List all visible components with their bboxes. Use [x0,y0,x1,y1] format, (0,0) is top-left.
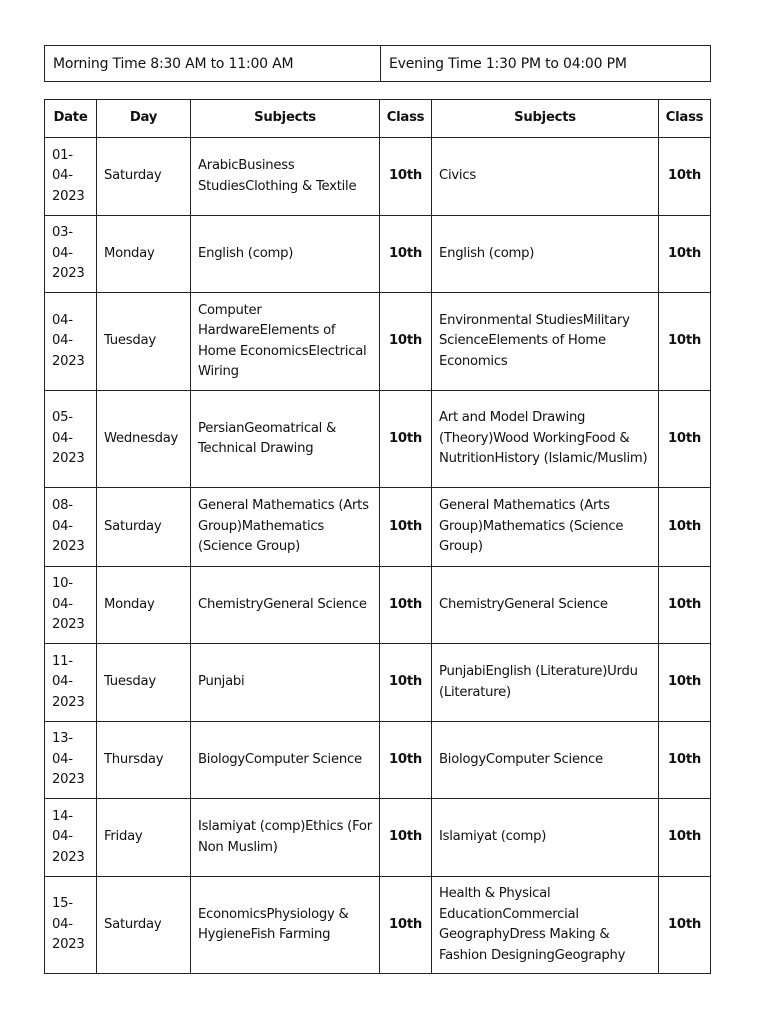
table-row [45,293,711,391]
evening-subjects-cell: Health & Physical EducationCommercial GeographyDress Making & Fashion DesigningGeography [432,877,659,974]
morning-subjects-cell: PersianGeomatrical & Technical Drawing [191,391,380,488]
table-row [45,799,711,877]
date-cell: 05- 04- 2023 [45,391,97,488]
evening-session-time: Evening Time 1:30 PM to 04:00 PM [381,46,711,82]
table-row [45,391,711,488]
table-row [45,488,711,567]
evening-subjects-cell: ChemistryGeneral Science [432,567,659,644]
evening-subjects-cell: Islamiyat (comp) [432,799,659,877]
morning-subjects-cell: General Mathematics (Arts Group)Mathematics (Science Group) [191,488,380,567]
evening-class-cell: 10th [659,138,711,216]
morning-subjects-cell: ArabicBusiness StudiesClothing & Textile [191,138,380,216]
evening-subjects-cell: Environmental StudiesMilitary ScienceElements of Home Economics [432,293,659,391]
date-cell: 13- 04- 2023 [45,722,97,799]
date-cell: 15- 04- 2023 [45,877,97,974]
evening-class-cell: 10th [659,216,711,293]
morning-subjects-cell: English (comp) [191,216,380,293]
morning-class-cell: 10th [380,216,432,293]
evening-class-cell: 10th [659,293,711,391]
session-times-table [44,45,711,82]
morning-class-cell: 10th [380,488,432,567]
evening-class-cell: 10th [659,644,711,722]
date-cell: 01- 04- 2023 [45,138,97,216]
header-class-morning: Class [380,100,432,138]
table-row [45,216,711,293]
morning-class-cell: 10th [380,877,432,974]
morning-subjects-cell: EconomicsPhysiology & HygieneFish Farming [191,877,380,974]
morning-class-cell: 10th [380,644,432,722]
date-cell: 08- 04- 2023 [45,488,97,567]
morning-class-cell: 10th [380,799,432,877]
evening-class-cell: 10th [659,391,711,488]
table-row [45,138,711,216]
day-cell: Friday [97,799,191,877]
day-cell: Wednesday [97,391,191,488]
morning-class-cell: 10th [380,567,432,644]
date-cell: 03- 04- 2023 [45,216,97,293]
evening-subjects-cell: Art and Model Drawing (Theory)Wood WorkingFood & NutritionHistory (Islamic/Muslim) [432,391,659,488]
morning-session-time: Morning Time 8:30 AM to 11:00 AM [45,46,381,82]
morning-class-cell: 10th [380,722,432,799]
table-row [45,567,711,644]
day-cell: Thursday [97,722,191,799]
evening-subjects-cell: English (comp) [432,216,659,293]
day-cell: Monday [97,567,191,644]
date-cell: 14- 04- 2023 [45,799,97,877]
morning-class-cell: 10th [380,391,432,488]
evening-subjects-cell: PunjabiEnglish (Literature)Urdu (Literature) [432,644,659,722]
morning-subjects-cell: Punjabi [191,644,380,722]
day-cell: Tuesday [97,644,191,722]
session-times-row [45,46,711,82]
evening-class-cell: 10th [659,567,711,644]
evening-subjects-cell: General Mathematics (Arts Group)Mathematics (Science Group) [432,488,659,567]
day-cell: Saturday [97,138,191,216]
morning-subjects-cell: Islamiyat (comp)Ethics (For Non Muslim) [191,799,380,877]
table-row [45,644,711,722]
header-class-evening: Class [659,100,711,138]
header-day: Day [97,100,191,138]
header-date: Date [45,100,97,138]
date-cell: 04- 04- 2023 [45,293,97,391]
evening-class-cell: 10th [659,722,711,799]
evening-subjects-cell: Civics [432,138,659,216]
morning-subjects-cell: Computer HardwareElements of Home EconomicsElectrical Wiring [191,293,380,391]
morning-class-cell: 10th [380,293,432,391]
morning-subjects-cell: BiologyComputer Science [191,722,380,799]
header-subjects-evening: Subjects [432,100,659,138]
evening-subjects-cell: BiologyComputer Science [432,722,659,799]
day-cell: Saturday [97,488,191,567]
day-cell: Monday [97,216,191,293]
day-cell: Saturday [97,877,191,974]
table-row [45,722,711,799]
morning-subjects-cell: ChemistryGeneral Science [191,567,380,644]
table-row [45,877,711,974]
day-cell: Tuesday [97,293,191,391]
evening-class-cell: 10th [659,877,711,974]
exam-timetable [44,99,711,974]
date-cell: 11- 04- 2023 [45,644,97,722]
evening-class-cell: 10th [659,488,711,567]
morning-class-cell: 10th [380,138,432,216]
evening-class-cell: 10th [659,799,711,877]
date-cell: 10- 04- 2023 [45,567,97,644]
header-subjects-morning: Subjects [191,100,380,138]
header-row [45,100,711,138]
